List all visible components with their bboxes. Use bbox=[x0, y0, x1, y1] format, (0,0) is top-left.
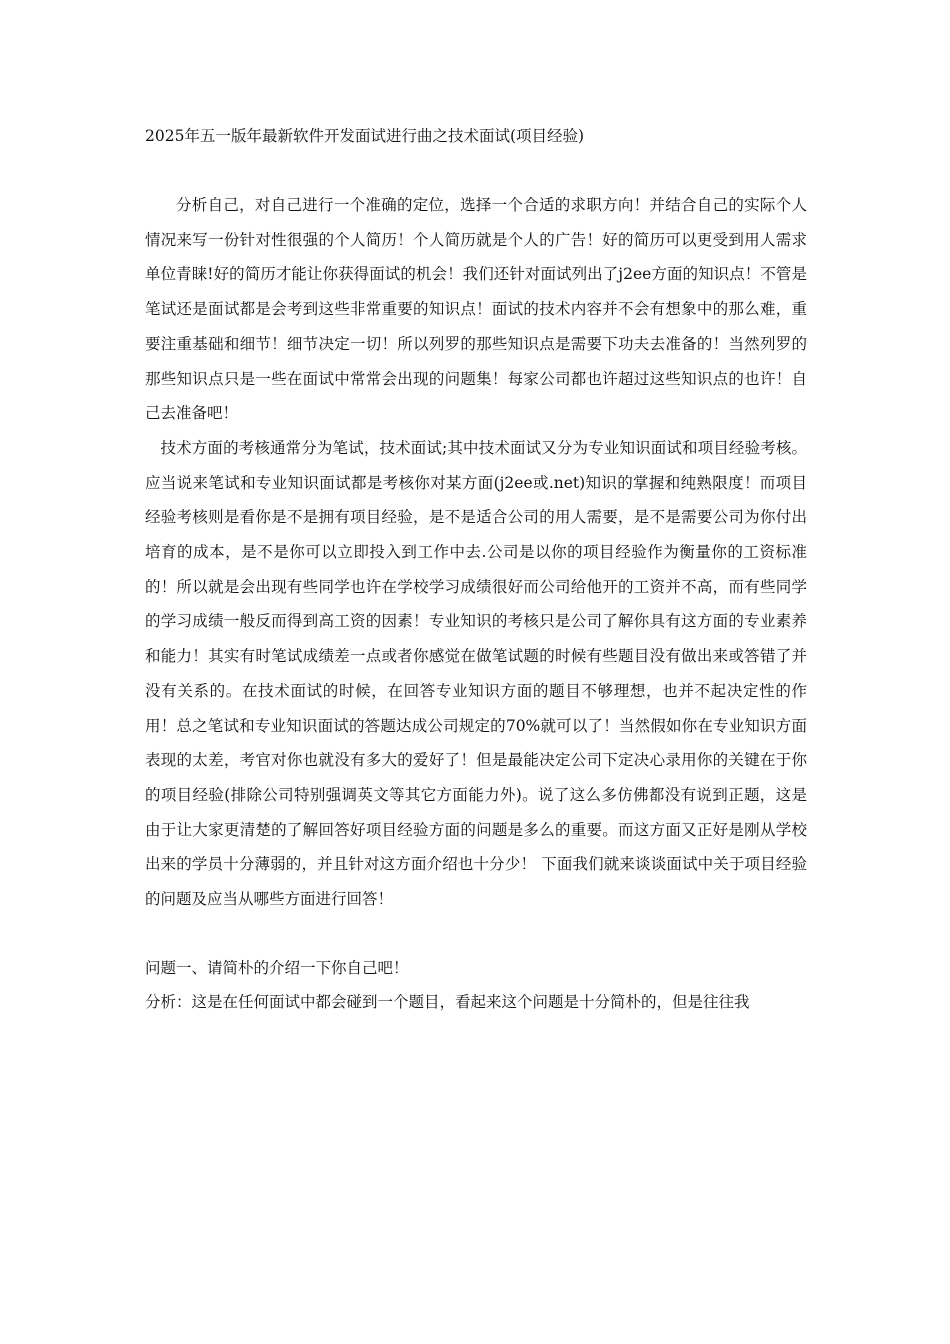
document-body bbox=[145, 122, 807, 1019]
paragraph-technical-assessment: 技术方面的考核通常分为笔试，技术面试;其中技术面试又分为专业知识面试和项目经验考核。应当说来笔试和专业知识面试都是考核你对某方面(j2ee或.net)知识的掌握和纯熟限度！而项目经验考核则是看你是不是拥有项目经验，是不是适合公司的用人需要，是不是需要公司为你付出培育的成本，是不是你可以立即投入到工作中去.公司是以你的项目经验作为衡量你的工资标准的！所以就是会出现有些同学也许在学校学习成绩很好而公司给他开的工资并不高，而有些同学的学习成绩一般反而得到高工资的因素！专业知识的考核只是公司了解你具有这方面的专业素养和能力！其实有时笔试成绩差一点或者你感觉在做笔试题的时候有些题目没有做出来或答错了并没有关系的。在技术面试的时候，在回答专业知识方面的题目不够理想，也并不起决定性的作用！总之笔试和专业知识面试的答题达成公司规定的70%就可以了！当然假如你在专业知识方面表现的太差，考官对你也就没有多大的爱好了！但是最能决定公司下定决心录用你的关键在于你的项目经验(排除公司特别强调英文等其它方面能力外)。说了这么多仿佛都没有说到正题，这是由于让大家更清楚的了解回答好项目经验方面的问题是多么的重要。而这方面又正好是刚从学校出来的学员十分薄弱的，并且针对这方面介绍也十分少！ 下面我们就来谈谈面试中关于项目经验的问题及应当从哪些方面进行回答！ bbox=[145, 438, 807, 909]
analysis-text: 分析：这是在任何面试中都会碰到一个题目，看起来这个问题是十分简朴的，但是往往我 bbox=[145, 992, 750, 1011]
question-heading: 问题一、请简朴的介绍一下你自己吧！ bbox=[145, 958, 409, 977]
document-title: 2025年五一版年最新软件开发面试进行曲之技术面试(项目经验) bbox=[145, 127, 585, 145]
paragraph-self-analysis: 分析自己，对自己进行一个准确的定位，选择一个合适的求职方向！并结合自己的实际个人情况来写一份针对性很强的个人简历！个人简历就是个人的广告！好的简历可以更受到用人需求单位青睐!好的简历才能让你获得面试的机会！我们还针对面试列出了j2ee方面的知识点！不管是笔试还是面试都是会考到这些非常重要的知识点！面试的技术内容并不会有想象中的那么难，重要注重基础和细节！细节决定一切！所以列罗的那些知识点是需要下功夫去准备的！当然列罗的那些知识点只是一些在面试中常常会出现的问题集！每家公司都也许超过这些知识点的也许！自己去准备吧！ bbox=[145, 196, 807, 423]
